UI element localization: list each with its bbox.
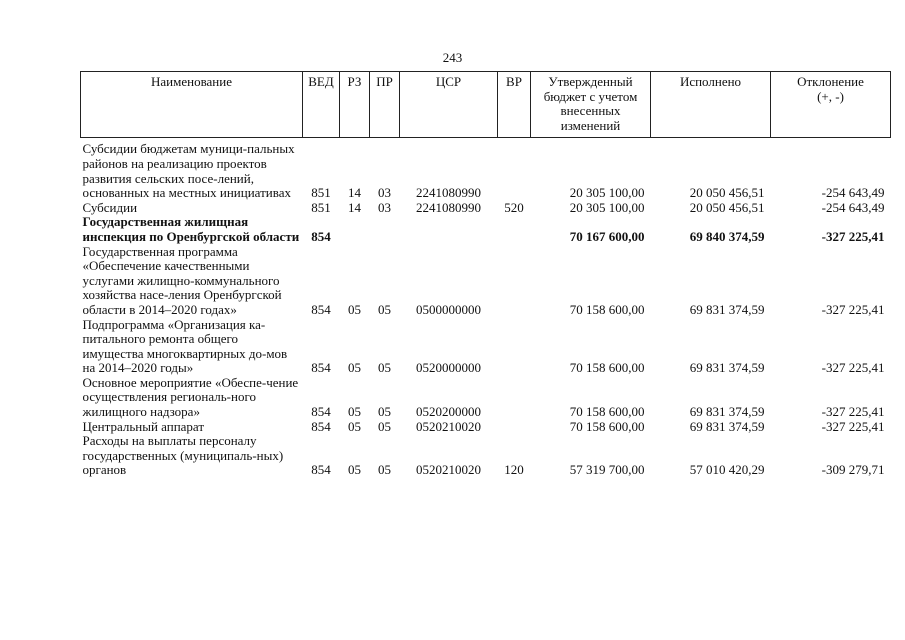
cell-name: Субсидии бюджетам муници-пальных районов на реализацию проектов развития сельских посе-лений, основанных на местных инициативах xyxy=(82,141,295,201)
cell-approved: 70 158 600,00 xyxy=(569,418,645,434)
cell-approved: 70 158 600,00 xyxy=(569,360,645,376)
cell-csr: 2241080990 xyxy=(416,185,481,201)
cell-pr: 05 xyxy=(378,418,391,434)
header-vr: ВР xyxy=(498,72,531,138)
cell-executed: 20 050 456,51 xyxy=(689,199,765,215)
header-ved: ВЕД xyxy=(303,72,340,138)
cell-name: Центральный аппарат xyxy=(82,418,205,434)
header-deviation: Отклонение (+, -) xyxy=(771,72,891,138)
cell-deviation: -309 279,71 xyxy=(821,462,885,478)
cell-approved: 57 319 700,00 xyxy=(569,462,645,478)
cell-rz: 14 xyxy=(348,185,361,201)
cell-approved: 70 158 600,00 xyxy=(569,301,645,317)
cell-approved: 20 305 100,00 xyxy=(569,185,645,201)
cell-rz: 05 xyxy=(348,360,361,376)
cell-executed: 69 831 374,59 xyxy=(689,360,765,376)
cell-ved: 854 xyxy=(311,301,331,317)
cell-deviation: -327 225,41 xyxy=(821,360,885,376)
cell-approved: 70 167 600,00 xyxy=(569,228,645,244)
cell-name: Основное мероприятие «Обеспе-чение осуществления региональ-ного жилищного надзора» xyxy=(82,374,299,420)
page-number: 243 xyxy=(442,50,463,65)
cell-name: Государственная жилищная инспекция по Оренбургской области xyxy=(82,214,300,244)
cell-csr: 0520000000 xyxy=(416,360,481,376)
cell-deviation: -327 225,41 xyxy=(821,418,885,434)
cell-name: Расходы на выплаты персоналу государственных (муниципаль-ных) органов xyxy=(82,433,284,478)
cell-vr xyxy=(498,245,531,318)
table-row xyxy=(81,245,891,318)
cell-rz: 14 xyxy=(348,199,361,215)
cell-vr xyxy=(498,318,531,376)
cell-vr xyxy=(498,376,531,420)
cell-ved: 854 xyxy=(311,418,331,434)
header-pr: ПР xyxy=(370,72,400,138)
cell-executed: 57 010 420,29 xyxy=(689,462,765,478)
cell-name: Подпрограмма «Организация ка-питального ремонта общего имущества многоквартирных до-мов на 2014–2020 годы» xyxy=(82,316,288,376)
cell-rz: 05 xyxy=(348,462,361,478)
cell-vr: 120 xyxy=(504,462,524,478)
header-name: Наименование xyxy=(81,72,303,138)
cell-ved: 851 xyxy=(311,185,331,201)
cell-executed: 69 831 374,59 xyxy=(689,418,765,434)
cell-vr xyxy=(498,138,531,201)
cell-approved: 70 158 600,00 xyxy=(569,404,645,420)
cell-name: Государственная программа «Обеспечение качественными услугами жилищно-коммунального хозяйства насе-ления Оренбургской области в 2014–2020 годах» xyxy=(82,243,282,317)
cell-executed: 69 831 374,59 xyxy=(689,301,765,317)
table-row xyxy=(81,420,891,435)
table-header xyxy=(81,72,891,138)
cell-approved: 20 305 100,00 xyxy=(569,199,645,215)
cell-csr xyxy=(400,215,498,244)
cell-deviation: -327 225,41 xyxy=(821,228,885,244)
cell-pr: 05 xyxy=(378,301,391,317)
table-row xyxy=(81,376,891,420)
table-row xyxy=(81,201,891,216)
cell-rz: 05 xyxy=(348,404,361,420)
table-row xyxy=(81,138,891,201)
cell-ved: 851 xyxy=(311,199,331,215)
cell-csr: 0520200000 xyxy=(416,404,481,420)
cell-pr: 05 xyxy=(378,360,391,376)
cell-pr: 03 xyxy=(378,185,391,201)
cell-csr: 2241080990 xyxy=(416,199,481,215)
cell-csr: 0520210020 xyxy=(416,418,481,434)
cell-vr xyxy=(498,420,531,435)
table-row xyxy=(81,434,891,478)
table-row xyxy=(81,215,891,244)
cell-pr xyxy=(370,215,400,244)
header-rz: РЗ xyxy=(340,72,370,138)
cell-executed: 69 831 374,59 xyxy=(689,404,765,420)
cell-vr: 520 xyxy=(504,199,524,215)
cell-ved: 854 xyxy=(311,360,331,376)
cell-deviation: -254 643,49 xyxy=(821,199,885,215)
cell-ved: 854 xyxy=(311,228,331,244)
cell-executed: 69 840 374,59 xyxy=(689,228,765,244)
cell-vr xyxy=(498,215,531,244)
header-csr: ЦСР xyxy=(400,72,498,138)
cell-rz xyxy=(340,215,370,244)
cell-ved: 854 xyxy=(311,404,331,420)
cell-deviation: -327 225,41 xyxy=(821,404,885,420)
cell-pr: 03 xyxy=(378,199,391,215)
cell-deviation: -327 225,41 xyxy=(821,301,885,317)
cell-rz: 05 xyxy=(348,301,361,317)
header-approved: Утвержденный бюджет с учетом внесенных изменений xyxy=(531,72,651,138)
cell-executed: 20 050 456,51 xyxy=(689,185,765,201)
cell-csr: 0520210020 xyxy=(416,462,481,478)
cell-name: Субсидии xyxy=(82,199,138,215)
table-body xyxy=(81,138,891,478)
header-executed: Исполнено xyxy=(651,72,771,138)
cell-deviation: -254 643,49 xyxy=(821,185,885,201)
cell-pr: 05 xyxy=(378,404,391,420)
cell-csr: 0500000000 xyxy=(416,301,481,317)
budget-table xyxy=(80,71,891,478)
cell-pr: 05 xyxy=(378,462,391,478)
table-row xyxy=(81,318,891,376)
cell-ved: 854 xyxy=(311,462,331,478)
cell-rz: 05 xyxy=(348,418,361,434)
